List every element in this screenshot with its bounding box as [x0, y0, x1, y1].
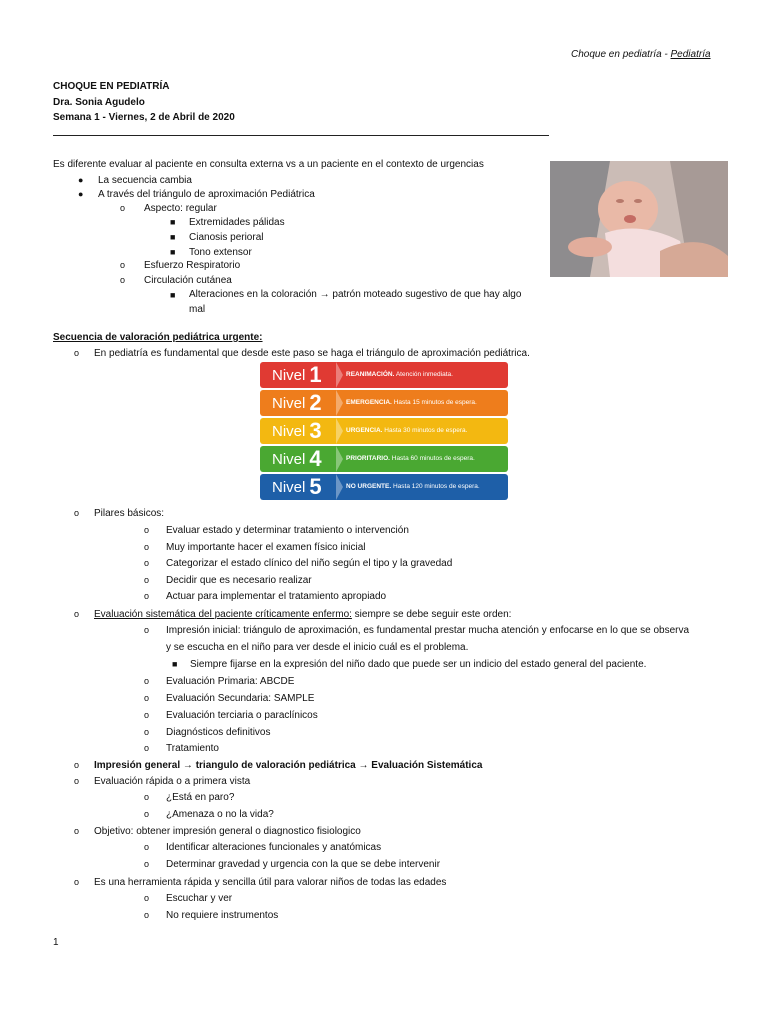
- evaluacion-item: Tratamiento: [166, 743, 219, 754]
- bullet-circle: o: [144, 792, 150, 802]
- intro-subsubitem: Extremidades pálidas: [189, 217, 285, 228]
- section-line: En pediatría es fundamental que desde este paso se haga el triángulo de aproximación pediátrica.: [94, 348, 530, 359]
- herramienta-item: Escuchar y ver: [166, 893, 233, 904]
- rapida-item: ¿Está en paro?: [166, 792, 235, 803]
- bullet-circle: o: [74, 348, 80, 358]
- bullet-square: ■: [170, 290, 176, 300]
- level-description: [346, 418, 467, 444]
- bullet-circle: o: [144, 910, 150, 920]
- level-description: [346, 362, 453, 388]
- level-text: Hasta 60 minutos de espera.: [391, 455, 475, 462]
- level-number: 3: [309, 418, 322, 443]
- level-word: Nivel: [272, 451, 306, 468]
- evaluacion-title-rest: siempre se debe seguir este orden:: [351, 609, 512, 620]
- page-number: 1: [53, 937, 59, 948]
- level-number: 4: [309, 446, 322, 471]
- impresion-sub: Siempre fijarse en la expresión del niño dado que puede ser un indicio del estado general del paciente.: [190, 659, 647, 670]
- bullet-square: ■: [170, 232, 176, 242]
- evaluacion-rapida: Evaluación rápida o a primera vista: [94, 776, 251, 787]
- bullet-circle: o: [120, 203, 126, 213]
- triage-level-3: [260, 418, 508, 444]
- bullet-circle: o: [144, 809, 150, 819]
- level-name: REANIMACIÓN.: [346, 371, 395, 378]
- level-description: [346, 446, 475, 472]
- level-text: Hasta 120 minutos de espera.: [392, 483, 480, 490]
- level-label: [260, 362, 336, 388]
- level-label: [260, 446, 336, 472]
- triage-level-2: [260, 390, 508, 416]
- bullet-circle: o: [144, 859, 150, 869]
- level-word: Nivel: [272, 395, 306, 412]
- doc-author: Dra. Sonia Agudelo: [53, 97, 145, 108]
- level-arrow: [336, 418, 343, 444]
- level-label: [260, 390, 336, 416]
- bullet-circle: o: [74, 877, 80, 887]
- level-label: [260, 474, 336, 500]
- baby-photo: [550, 161, 728, 277]
- level-text: Hasta 15 minutos de espera.: [393, 399, 477, 406]
- intro-subitem: Esfuerzo Respiratorio: [144, 260, 241, 271]
- objetivo-item: Identificar alteraciones funcionales y anatómicas: [166, 842, 382, 853]
- intro-subitem: Circulación cutánea: [144, 275, 232, 286]
- intro-item: A través del triángulo de aproximación Pediátrica: [98, 189, 315, 200]
- doc-title: CHOQUE EN PEDIATRÍA: [53, 81, 170, 92]
- evaluacion-item: Evaluación Primaria: ABCDE: [166, 676, 295, 687]
- header-title: Choque en pediatría: [571, 49, 662, 60]
- bullet-circle: o: [144, 676, 150, 686]
- level-name: PRIORITARIO.: [346, 455, 390, 462]
- triage-level-4: [260, 446, 508, 472]
- evaluacion-item: Diagnósticos definitivos: [166, 727, 271, 738]
- intro-subitem: Aspecto: regular: [144, 203, 217, 214]
- level-description: [346, 390, 477, 416]
- header-separator: -: [661, 49, 671, 60]
- pilares-title: Pilares básicos:: [94, 508, 165, 519]
- triage-level-1: [260, 362, 508, 388]
- header-subject: Pediatría: [670, 49, 711, 60]
- bullet-circle: o: [144, 893, 150, 903]
- level-label: [260, 418, 336, 444]
- divider: [53, 135, 549, 136]
- evaluacion-title: [94, 608, 511, 621]
- bullet-square: ■: [170, 217, 176, 227]
- herramienta-item: No requiere instrumentos: [166, 910, 279, 921]
- bullet-dot: ●: [78, 175, 84, 185]
- level-arrow: [336, 474, 343, 500]
- bullet-circle: o: [120, 260, 126, 270]
- bullet-circle: o: [144, 710, 150, 720]
- bullet-square: ■: [172, 659, 178, 669]
- intro-subsubitem: Cianosis perioral: [189, 232, 264, 243]
- intro-item: La secuencia cambia: [98, 175, 192, 186]
- level-number: 5: [309, 474, 322, 499]
- rapida-item: ¿Amenaza o no la vida?: [166, 809, 274, 820]
- bullet-square: ■: [170, 247, 176, 257]
- objetivo-item: Determinar gravedad y urgencia con la que se debe intervenir: [166, 859, 441, 870]
- bullet-circle: o: [74, 760, 80, 770]
- pilar-item: Decidir que es necesario realizar: [166, 575, 312, 586]
- pilar-item: Evaluar estado y determinar tratamiento o intervención: [166, 525, 409, 536]
- bullet-circle: o: [144, 591, 150, 601]
- evaluacion-item: Evaluación terciaria o paraclínicos: [166, 710, 318, 721]
- impresion-line2: y se escucha en el niño para ver desde el inicio cuál es el problema.: [166, 642, 469, 653]
- evaluacion-title-underlined: Evaluación sistemática del paciente críticamente enfermo:: [94, 609, 352, 620]
- impresion-line1: Impresión inicial: triángulo de aproximación, es fundamental prestar mucha atención y enfocarse en lo que se observa: [166, 625, 690, 636]
- herramienta: Es una herramienta rápida y sencilla útil para valorar niños de todas las edades: [94, 877, 447, 888]
- level-arrow: [336, 446, 343, 472]
- pilar-item: Actuar para implementar el tratamiento apropiado: [166, 591, 387, 602]
- bullet-circle: o: [120, 275, 126, 285]
- triage-level-5: [260, 474, 508, 500]
- baby-illustration: [550, 161, 728, 277]
- level-text: Hasta 30 minutos de espera.: [384, 427, 468, 434]
- bullet-circle: o: [144, 727, 150, 737]
- bullet-circle: o: [144, 693, 150, 703]
- bullet-circle: o: [144, 558, 150, 568]
- bullet-circle: o: [144, 842, 150, 852]
- level-arrow: [336, 390, 343, 416]
- running-header: [571, 48, 711, 61]
- bullet-circle: o: [74, 826, 80, 836]
- intro-subsubitem: Tono extensor: [189, 247, 252, 258]
- level-number: 1: [309, 362, 322, 387]
- bullet-dot: ●: [78, 189, 84, 199]
- impresion-general: Impresión general → triangulo de valoración pediátrica → Evaluación Sistemática: [94, 760, 483, 771]
- level-number: 2: [309, 390, 322, 415]
- level-word: Nivel: [272, 367, 306, 384]
- pilar-item: Muy importante hacer el examen físico inicial: [166, 542, 366, 553]
- objetivo: Objetivo: obtener impresión general o diagnostico fisiologico: [94, 826, 361, 837]
- level-name: NO URGENTE.: [346, 483, 392, 490]
- level-word: Nivel: [272, 479, 306, 496]
- level-name: EMERGENCIA.: [346, 399, 392, 406]
- pilar-item: Categorizar el estado clínico del niño según el tipo y la gravedad: [166, 558, 453, 569]
- level-name: URGENCIA.: [346, 427, 383, 434]
- intro-subsubitem: Alteraciones en la coloración → patrón moteado sugestivo de que hay algo: [189, 289, 522, 300]
- bullet-circle: o: [74, 776, 80, 786]
- intro-subsubitem-cont: mal: [189, 304, 206, 315]
- section-title: Secuencia de valoración pediátrica urgente:: [53, 332, 263, 343]
- bullet-circle: o: [144, 525, 150, 535]
- bullet-circle: o: [144, 625, 150, 635]
- bullet-circle: o: [144, 542, 150, 552]
- intro-line: Es diferente evaluar al paciente en consulta externa vs a un paciente en el contexto de urgencias: [53, 159, 484, 170]
- level-word: Nivel: [272, 423, 306, 440]
- level-arrow: [336, 362, 343, 388]
- level-description: [346, 474, 480, 500]
- doc-date: Semana 1 - Viernes, 2 de Abril de 2020: [53, 112, 235, 123]
- level-text: Atención inmediata.: [395, 371, 453, 378]
- bullet-circle: o: [144, 575, 150, 585]
- bullet-circle: o: [74, 609, 80, 619]
- bullet-circle: o: [74, 508, 80, 518]
- bullet-circle: o: [144, 743, 150, 753]
- evaluacion-item: Evaluación Secundaria: SAMPLE: [166, 693, 315, 704]
